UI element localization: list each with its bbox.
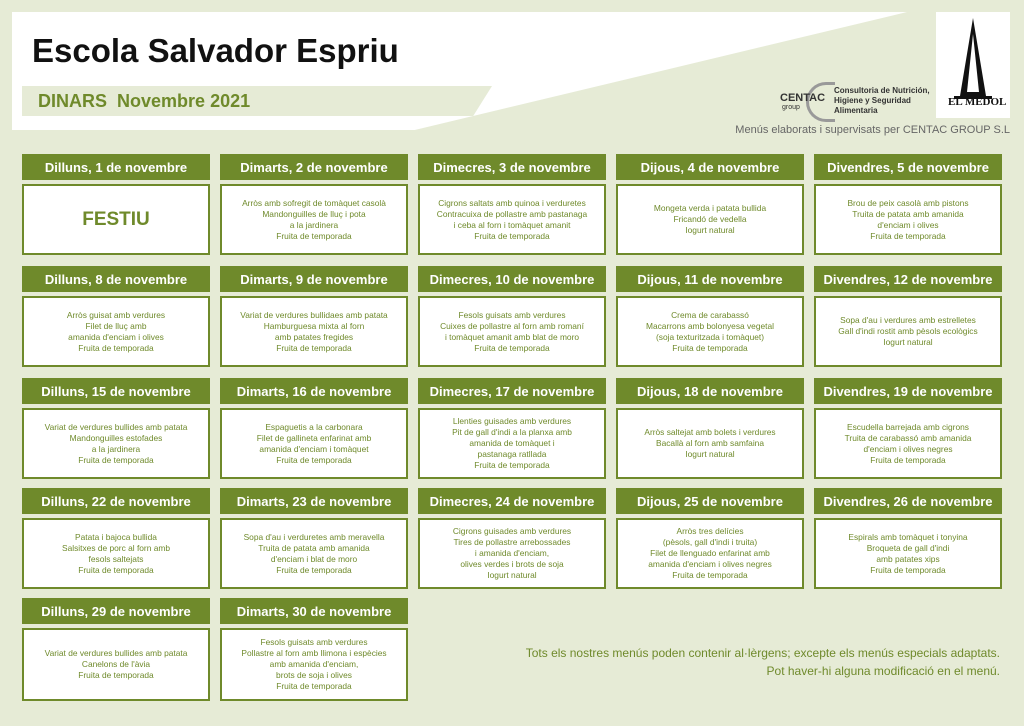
day-cell <box>220 378 408 479</box>
menu-line: Mandonguilles estofades <box>69 432 163 443</box>
day-cell <box>814 266 1002 367</box>
menu-line: Iogurt natural <box>685 449 735 459</box>
menu-line: amb patates fregides <box>274 331 354 342</box>
centac-description <box>834 86 930 116</box>
menu-line: Fruita de temporada <box>276 342 352 353</box>
day-menu <box>22 518 210 589</box>
menu-line: Fruita de temporada <box>672 342 748 353</box>
day-title: Dilluns, 15 de novembre <box>22 378 210 404</box>
menu-line: Brou de peix casolà amb pistons <box>847 197 969 208</box>
day-title: Dilluns, 29 de novembre <box>22 598 210 624</box>
day-menu <box>616 518 804 589</box>
menu-line: Fruita de temporada <box>78 454 154 465</box>
day-cell <box>220 266 408 367</box>
day-title: Dimecres, 3 de novembre <box>418 154 606 180</box>
menu-line: Fruita de temporada <box>78 342 154 353</box>
day-cell <box>418 266 606 367</box>
menu-line: olives verdes i brots de soja <box>460 559 564 569</box>
day-menu <box>220 296 408 367</box>
medol-logo-text: EL MEDOL <box>948 96 1007 108</box>
day-title: Dimarts, 23 de novembre <box>220 488 408 514</box>
menu-line: Fruita de temporada <box>276 230 352 241</box>
menu-line: Truita de carabassó amb amanida <box>844 432 972 443</box>
day-title: Dimecres, 10 de novembre <box>418 266 606 292</box>
menu-line: amb amanida d'enciam, <box>269 659 359 669</box>
menu-line: Arròs guisat amb verdures <box>66 309 166 320</box>
menu-line: Fruita de temporada <box>276 681 352 691</box>
day-cell <box>418 378 606 479</box>
day-cell <box>418 154 606 255</box>
menu-line: Fruita de temporada <box>672 570 748 580</box>
day-title: Dijous, 25 de novembre <box>616 488 804 514</box>
day-cell <box>22 378 210 479</box>
day-title: Dimecres, 24 de novembre <box>418 488 606 514</box>
menu-line: a la jardinera <box>91 443 141 454</box>
menu-line: Patata i bajoca bullida <box>75 531 157 542</box>
menu-line: Fruita de temporada <box>276 564 352 575</box>
menu-line: Fruita de temporada <box>276 454 352 465</box>
day-cell <box>814 154 1002 255</box>
menu-line: amanida d'enciam i olives <box>68 331 164 342</box>
menu-line: Macarrons amb bolonyesa vegetal <box>645 320 775 331</box>
day-cell <box>220 598 408 701</box>
day-menu <box>220 408 408 479</box>
menu-line: Truita de patata amb amanida <box>852 208 964 219</box>
day-cell <box>418 488 606 589</box>
menu-line: Fruita de temporada <box>78 670 154 680</box>
menu-line: Fruita de temporada <box>870 454 946 465</box>
menu-line: d'enciam i olives <box>877 219 939 230</box>
school-title: Escola Salvador Espriu <box>32 32 399 69</box>
menu-line: Fruita de temporada <box>870 230 946 241</box>
day-cell <box>616 154 804 255</box>
menu-line: Variat de verdures bullides amb patata <box>44 648 188 658</box>
meal-label: DINARS <box>38 91 108 111</box>
menu-line: brots de soja i olives <box>276 670 352 680</box>
menu-line: Broqueta de gall d'indi <box>866 542 950 553</box>
centac-desc-line: Consultoria de Nutrición, <box>834 86 930 95</box>
day-title: Dimarts, 2 de novembre <box>220 154 408 180</box>
menu-line: Espirals amb tomàquet i tonyina <box>848 531 968 542</box>
day-cell <box>814 488 1002 589</box>
day-cell <box>22 266 210 367</box>
day-menu <box>220 518 408 589</box>
menu-line: Contracuixa de pollastre amb pastanaga <box>436 208 588 219</box>
menu-line: Filet de llenguado enfarinat amb <box>650 548 770 558</box>
month-title <box>38 91 250 112</box>
day-cell <box>616 266 804 367</box>
menu-line: Cuixes de pollastre al forn amb romaní <box>440 320 584 331</box>
day-cell <box>814 378 1002 479</box>
menu-line: Arròs saltejat amb bolets i verdures <box>644 427 776 437</box>
menu-line: d'enciam i olives negres <box>863 443 953 454</box>
menu-line: Fruita de temporada <box>474 230 550 241</box>
menu-line: Iogurt natural <box>487 570 537 580</box>
day-title: Dijous, 11 de novembre <box>616 266 804 292</box>
menu-line: amb patates xips <box>876 553 940 564</box>
menu-line: amanida de tomàquet i <box>469 438 555 448</box>
menu-line: pastanaga ratllada <box>477 449 547 459</box>
supervised-note: Menús elaborats i supervisats per CENTAC GROUP S.L <box>735 124 1010 136</box>
day-menu <box>220 628 408 701</box>
menu-line: Salsitxes de porc al forn amb <box>62 542 170 553</box>
menu-line: a la jardinera <box>289 219 339 230</box>
day-menu <box>418 296 606 367</box>
day-menu <box>616 296 804 367</box>
day-menu <box>418 408 606 479</box>
menu-line: fesols saltejats <box>88 553 144 564</box>
day-title: Divendres, 19 de novembre <box>814 378 1002 404</box>
menu-line: Fruita de temporada <box>474 460 550 470</box>
menu-line: Arròs amb sofregit de tomàquet casolà <box>242 197 386 208</box>
menu-line: Fruita de temporada <box>474 342 550 353</box>
day-title: Dilluns, 22 de novembre <box>22 488 210 514</box>
day-cell <box>220 488 408 589</box>
menu-line: Arròs tres delícies <box>676 526 744 536</box>
menu-line: Pollastre al forn amb llimona i espècies <box>241 648 387 658</box>
day-cell <box>616 378 804 479</box>
day-menu <box>22 296 210 367</box>
menu-line: Bacallà al forn amb samfaina <box>656 438 764 448</box>
menu-line: Variat de verdures bullides amb patata <box>44 421 188 432</box>
menu-line: Cigrons guisades amb verdures <box>452 526 572 536</box>
menu-line: Gall d'indi rostit amb pèsols ecològics <box>838 326 978 336</box>
menu-line: Escudella barrejada amb cigrons <box>847 421 969 432</box>
day-title: Dilluns, 8 de novembre <box>22 266 210 292</box>
day-menu <box>220 184 408 255</box>
menu-line: Pit de gall d'indi a la planxa amb <box>452 427 572 437</box>
menu-line: Sopa d'au i verdures amb estrelletes <box>840 315 976 325</box>
centac-logo-word: CENTAC <box>780 92 826 104</box>
modification-note: Pot haver-hi alguna modificació en el menú. <box>766 664 1000 678</box>
menu-line: (pèsols, gall d'indi i truita) <box>662 537 758 547</box>
day-menu <box>814 296 1002 367</box>
holiday-label: FESTIU <box>82 208 150 230</box>
menu-line: Fricandó de vedella <box>673 214 747 224</box>
menu-line: (soja texturitzada i tomàquet) <box>656 331 764 342</box>
day-cell <box>616 488 804 589</box>
day-menu <box>22 628 210 701</box>
day-menu <box>814 518 1002 589</box>
menu-line: Filet de lluç amb <box>85 320 147 331</box>
menu-line: i tomàquet amanit amb blat de moro <box>444 331 580 342</box>
day-cell <box>220 154 408 255</box>
day-title: Divendres, 26 de novembre <box>814 488 1002 514</box>
menu-line: Canelons de l'àvia <box>81 659 151 669</box>
allergens-note: Tots els nostres menús poden contenir al·lèrgens; excepte els menús especials adaptats. <box>525 646 1000 660</box>
menu-line: i ceba al forn i tomàquet amanit <box>453 219 571 230</box>
day-menu <box>814 184 1002 255</box>
menu-line: Fesols guisats amb verdures <box>260 637 368 647</box>
day-menu <box>22 408 210 479</box>
menu-line: amanida d'enciam i tomàquet <box>259 443 369 454</box>
menu-line: Variat de verdures bullidaes amb patata <box>240 309 388 320</box>
menu-line: Mongeta verda i patata bullida <box>653 203 767 213</box>
menu-line: Crema de carabassó <box>671 309 749 320</box>
menu-line: Tires de pollastre arrebossades <box>453 537 571 547</box>
menu-line: Espaguetis a la carbonara <box>265 421 363 432</box>
day-title: Dimecres, 17 de novembre <box>418 378 606 404</box>
menu-line: Truita de patata amb amanida <box>258 542 370 553</box>
menu-line: amanida d'enciam i olives negres <box>648 559 772 569</box>
menu-line: i amanida d'enciam, <box>474 548 550 558</box>
menu-line: Sopa d'au i verduretes amb meravella <box>243 531 385 542</box>
month-label: Novembre 2021 <box>117 91 251 111</box>
day-title: Dijous, 4 de novembre <box>616 154 804 180</box>
menu-line: Fruita de temporada <box>78 564 154 575</box>
centac-logo-sub: group <box>782 104 800 111</box>
day-cell <box>22 154 210 255</box>
day-title: Dimarts, 16 de novembre <box>220 378 408 404</box>
menu-line: Filet de gallineta enfarinat amb <box>256 432 372 443</box>
menu-line: Llenties guisades amb verdures <box>452 416 572 426</box>
menu-line: Cigrons saltats amb quinoa i verduretes <box>438 197 586 208</box>
day-menu <box>22 184 210 255</box>
menu-line: Fruita de temporada <box>870 564 946 575</box>
day-menu <box>814 408 1002 479</box>
day-title: Dimarts, 30 de novembre <box>220 598 408 624</box>
day-title: Divendres, 5 de novembre <box>814 154 1002 180</box>
menu-line: d'enciam i blat de moro <box>270 553 358 564</box>
day-cell <box>22 598 210 701</box>
day-title: Dijous, 18 de novembre <box>616 378 804 404</box>
day-menu <box>418 518 606 589</box>
day-menu <box>616 408 804 479</box>
menu-line: Mandonguilles de lluç i pota <box>262 208 366 219</box>
day-menu <box>616 184 804 255</box>
day-title: Dimarts, 9 de novembre <box>220 266 408 292</box>
day-title: Dilluns, 1 de novembre <box>22 154 210 180</box>
centac-desc-line: Higiene y Seguridad <box>834 96 911 105</box>
menu-line: Iogurt natural <box>883 337 933 347</box>
day-cell <box>22 488 210 589</box>
centac-desc-line: Alimentaria <box>834 106 878 115</box>
menu-line: Iogurt natural <box>685 225 735 235</box>
day-menu <box>418 184 606 255</box>
menu-line: Fesols guisats amb verdures <box>458 309 566 320</box>
menu-line: Hamburguesa mixta al forn <box>263 320 365 331</box>
day-title: Divendres, 12 de novembre <box>814 266 1002 292</box>
